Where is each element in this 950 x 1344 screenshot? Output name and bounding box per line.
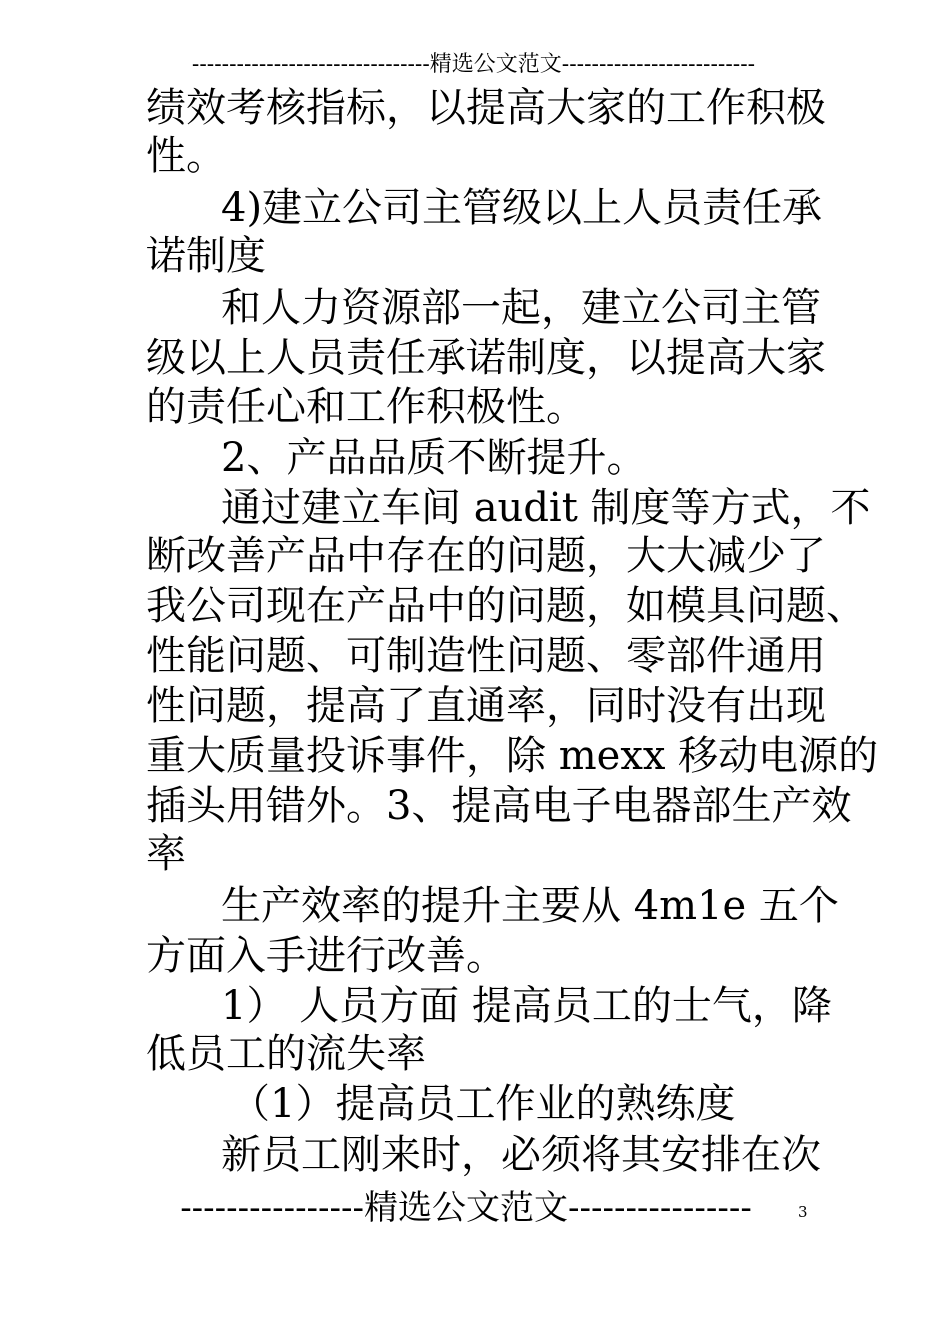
text-line: 方面入手进行改善。 [146, 933, 506, 979]
text-line: 性。 [146, 133, 226, 179]
text-line: 级以上人员责任承诺制度，以提高大家 [146, 335, 826, 381]
text-line: 生产效率的提升主要从 4m1e 五个 [221, 883, 839, 929]
page-header: --------------------------------精选公文范文-------------------------- [191, 52, 756, 77]
text-line: 性问题，提高了直通率，同时没有出现 [146, 683, 826, 729]
text-line: 通过建立车间 audit 制度等方式，不 [221, 485, 871, 531]
text-line: 我公司现在产品中的问题，如模具问题、 [146, 583, 866, 629]
text-line: 性能问题、可制造性问题、零部件通用 [146, 633, 826, 679]
text-line: 绩效考核指标，以提高大家的工作积极 [146, 85, 826, 131]
text-line: 插头用错外。3、提高电子电器部生产效 [146, 783, 852, 829]
text-line: （1）提高员工作业的熟练度 [230, 1081, 736, 1127]
text-line: 断改善产品中存在的问题，大大减少了 [146, 533, 826, 579]
text-line: 新员工刚来时，必须将其安排在次 [221, 1132, 821, 1178]
page-number: 3 [798, 1203, 808, 1221]
page-footer: ----------------精选公文范文---------------- [180, 1188, 752, 1228]
text-line: 2、产品品质不断提升。 [221, 435, 647, 481]
text-line: 的责任心和工作积极性。 [146, 384, 586, 430]
text-line: 低员工的流失率 [146, 1031, 426, 1077]
text-line: 率 [146, 831, 186, 877]
text-line: 和人力资源部一起，建立公司主管 [221, 285, 821, 331]
text-line: 重大质量投诉事件，除 mexx 移动电源的 [146, 733, 879, 779]
text-line: 诺制度 [146, 233, 266, 279]
text-line: 1） 人员方面 提高员工的士气，降 [221, 983, 832, 1029]
text-line: 4)建立公司主管级以上人员责任承 [221, 185, 823, 231]
